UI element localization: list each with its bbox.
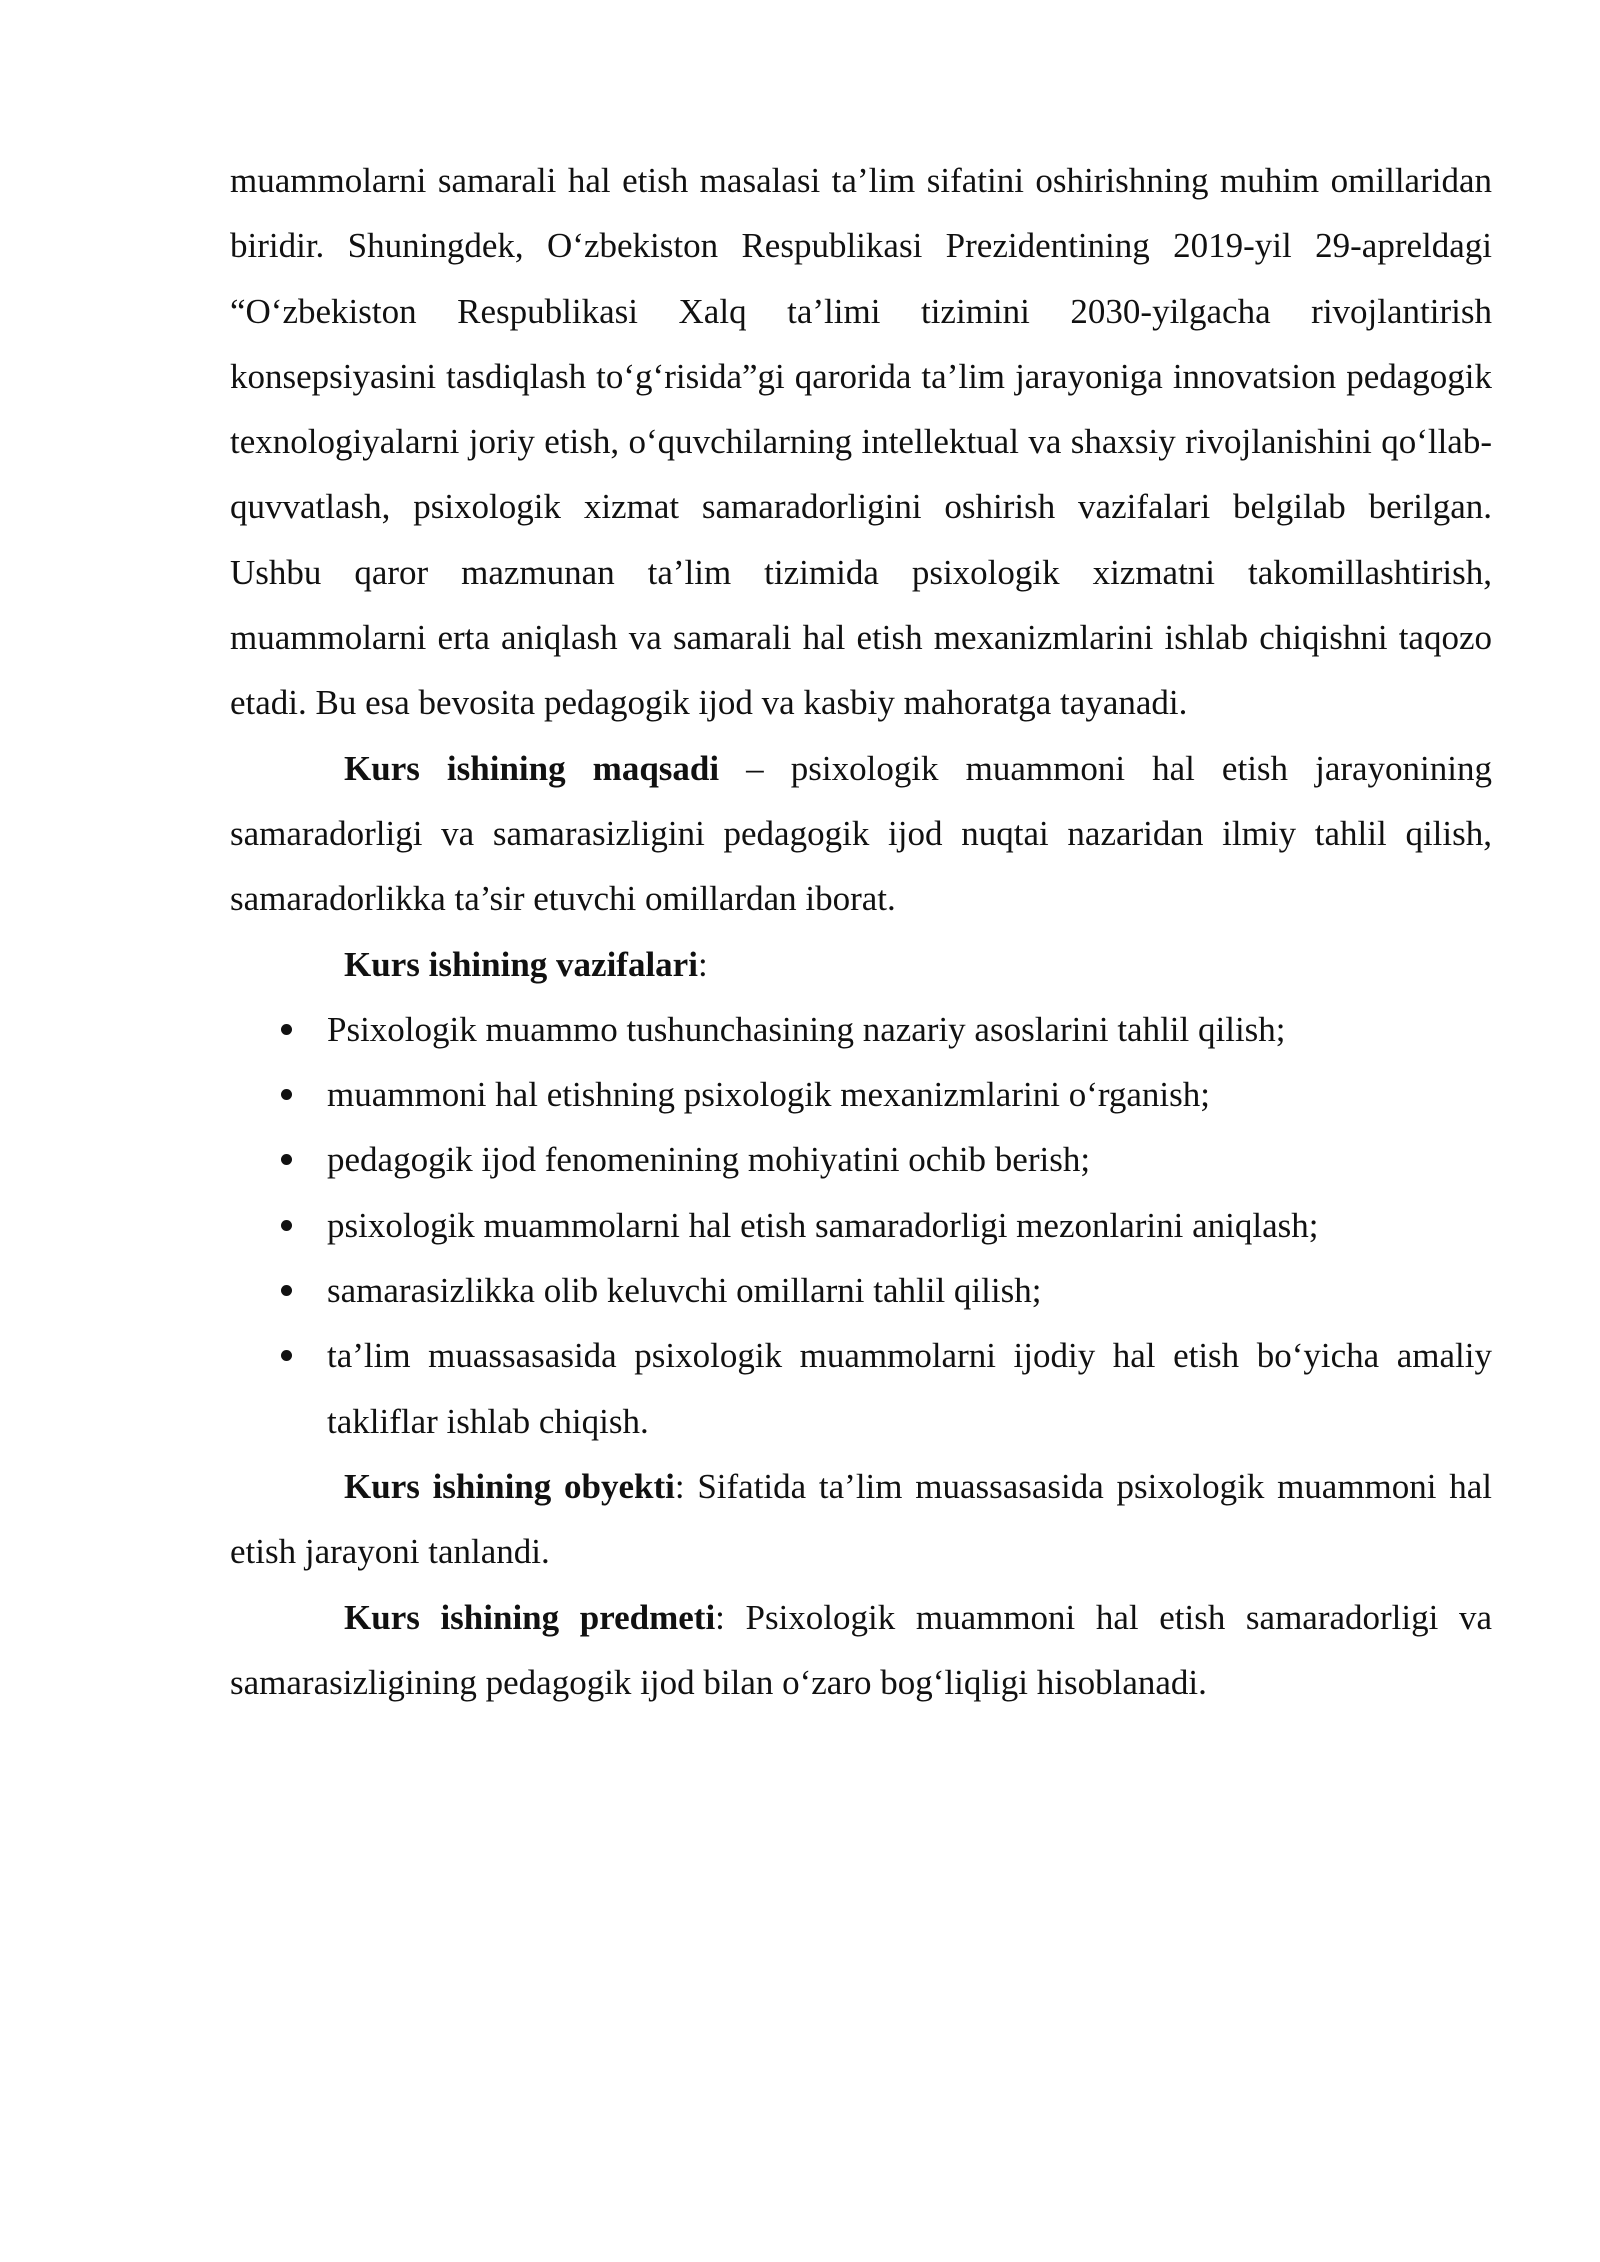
- goal-label: Kurs ishining maqsadi: [344, 748, 720, 788]
- list-item-text: psixologik muammolarni hal etish samaradorligi mezonlarini aniqlash;: [327, 1205, 1319, 1245]
- bullet-icon: [279, 1258, 293, 1323]
- list-item: [230, 1127, 1492, 1192]
- list-item-text: pedagogik ijod fenomenining mohiyatini ochib berish;: [327, 1140, 1091, 1180]
- tasks-list: [230, 997, 1492, 1454]
- list-item: [230, 1258, 1492, 1323]
- bullet-icon: [279, 1127, 293, 1192]
- list-item: [230, 1323, 1492, 1454]
- goal-paragraph: [230, 736, 1492, 932]
- bullet-icon: [279, 997, 293, 1062]
- subject-paragraph: [230, 1585, 1492, 1716]
- list-item-text: samarasizlikka olib keluvchi omillarni tahlil qilish;: [327, 1271, 1042, 1311]
- object-paragraph: [230, 1454, 1492, 1585]
- list-item: [230, 997, 1492, 1062]
- list-item-text: ta’lim muassasasida psixologik muammolarni ijodiy hal etish bo‘yicha amaliy takliflar ishlab chiqish.: [327, 1336, 1492, 1441]
- list-item-text: muammoni hal etishning psixologik mexanizmlarini o‘rganish;: [327, 1075, 1210, 1115]
- object-label: Kurs ishining obyekti: [344, 1466, 675, 1506]
- goal-text: – psixologik muammoni hal etish jarayonining samaradorligi va samarasizligini pedagogik ijod nuqtai nazaridan ilmiy tahlil qilish, samaradorlikka ta’sir etuvchi omillardan iborat.: [230, 748, 1493, 919]
- subject-label: Kurs ishining predmeti: [344, 1597, 716, 1637]
- intro-paragraph: muammolarni samarali hal etish masalasi ta’lim sifatini oshirishning muhim omillaridan biridir. Shuningdek, O‘zbekiston Respublikasi Prezidentining 2019-yil 29-apreldagi “O‘zbekiston Respublikasi Xalq ta’limi tizimini 2030-yilgacha rivojlantirish konsepsiyasini tasdiqlash to‘g‘risida”gi qarorida ta’lim jarayoniga innovatsion pedagogik texnologiyalarni joriy etish, o‘quvchilarning intellektual va shaxsiy rivojlanishini qo‘llab-quvvatlash, psixologik xizmat samaradorligini oshirish vazifalari belgilab berilgan. Ushbu qaror mazmunan ta’lim tizimida psixologik xizmatni takomillashtirish, muammolarni erta aniqlash va samarali hal etish mexanizmlarini ishlab chiqishni taqozo etadi. Bu esa bevosita pedagogik ijod va kasbiy mahoratga tayanadi.: [230, 161, 1492, 723]
- tasks-label: Kurs ishining vazifalari: [344, 944, 698, 984]
- bullet-icon: [279, 1323, 293, 1388]
- bullet-icon: [279, 1193, 293, 1258]
- subject-text: : Psixologik muammoni hal etish samaradorligi va samarasizligining pedagogik ijod bilan o‘zaro bog‘liqligi hisoblanadi.: [230, 1597, 1492, 1702]
- tasks-heading: [230, 932, 1492, 997]
- bullet-icon: [279, 1062, 293, 1127]
- list-item-text: Psixologik muammo tushunchasining nazariy asoslarini tahlil qilish;: [327, 1009, 1286, 1049]
- tasks-suffix: :: [697, 944, 708, 984]
- document-page: [230, 148, 1492, 1715]
- object-text: : Sifatida ta’lim muassasasida psixologik muammoni hal etish jarayoni tanlandi.: [230, 1466, 1492, 1572]
- list-item: [230, 1193, 1492, 1258]
- list-item: [230, 1062, 1492, 1127]
